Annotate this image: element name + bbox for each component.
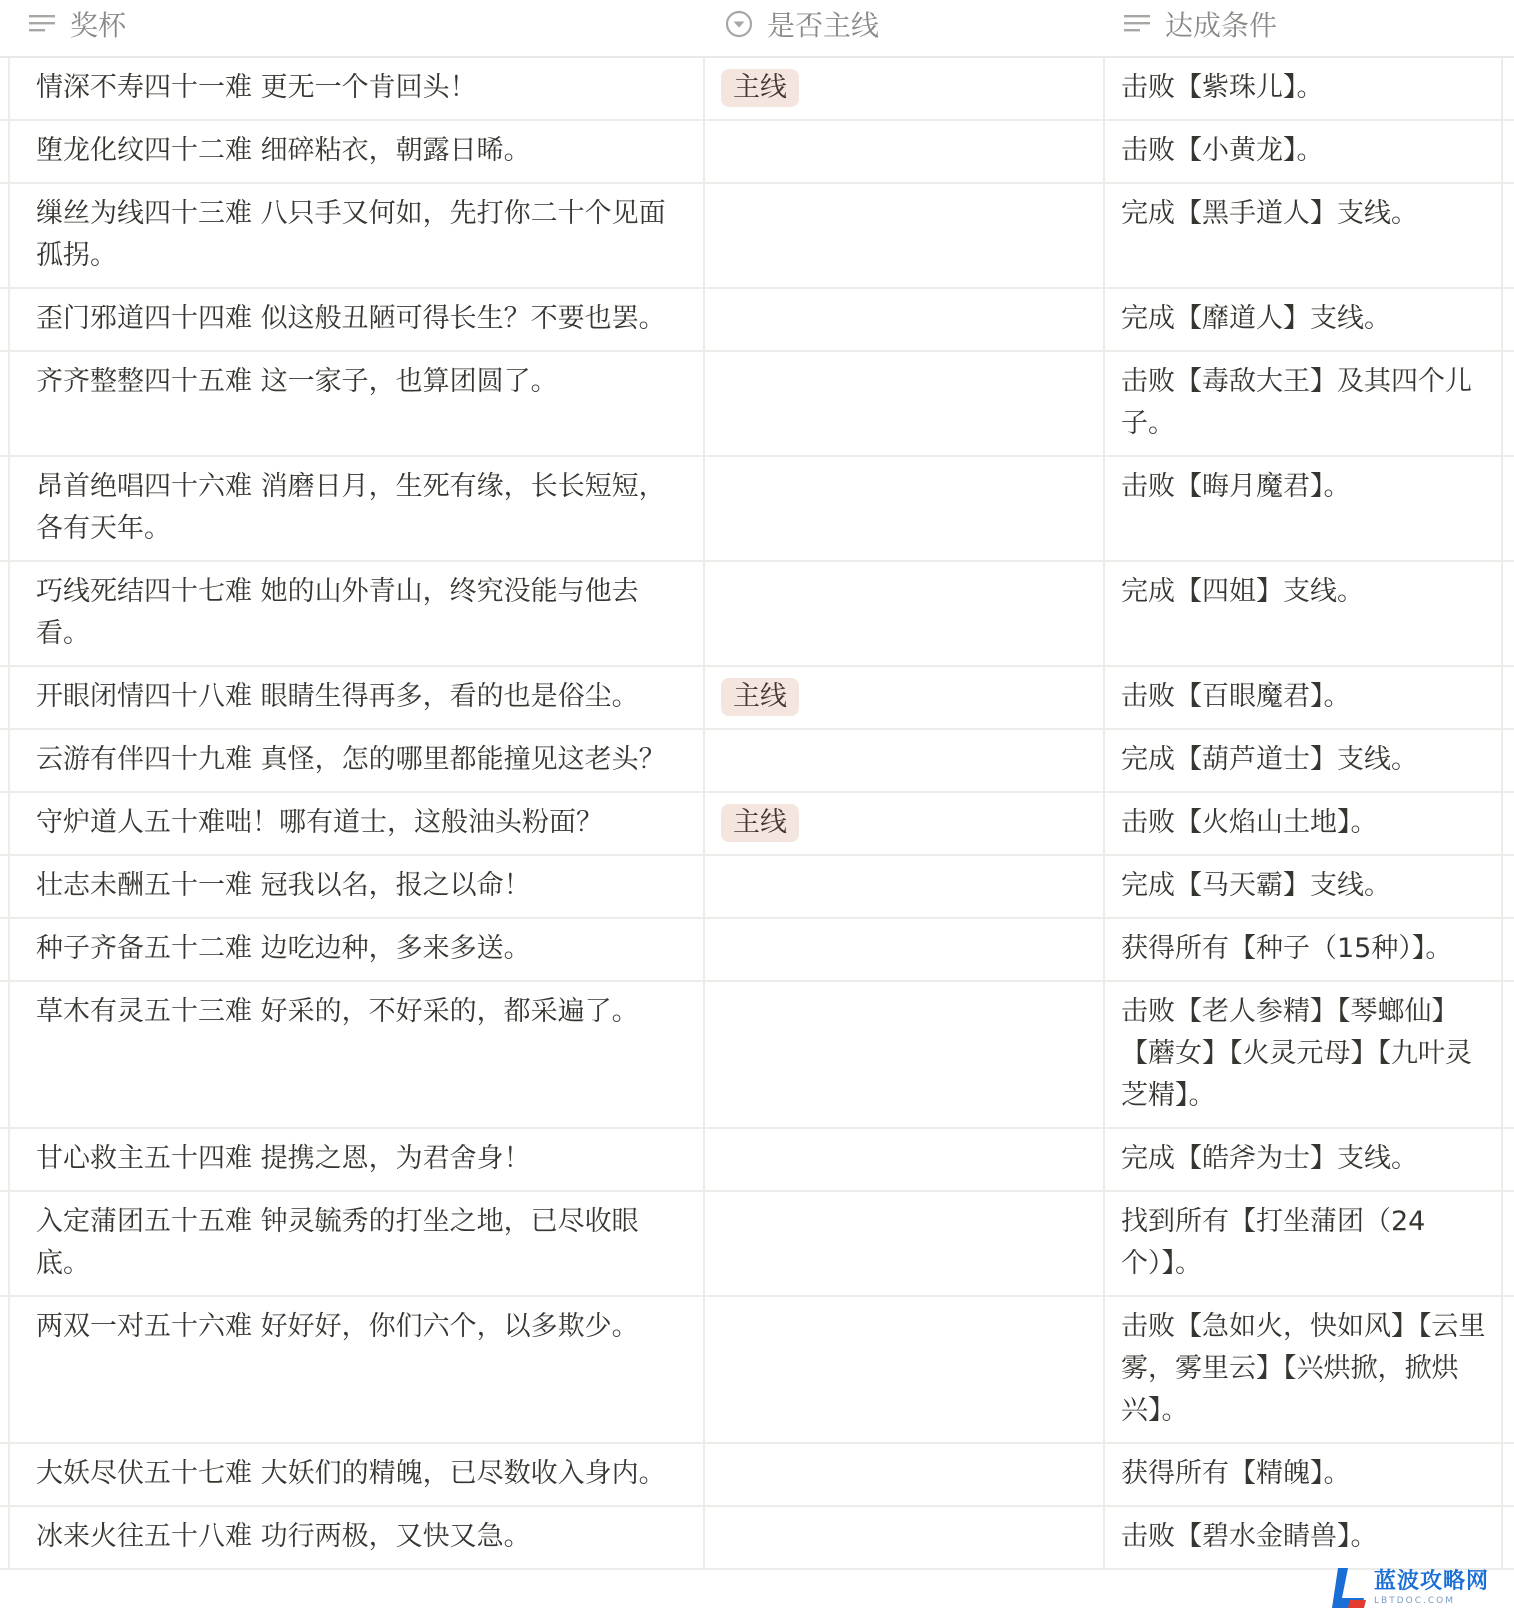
trophy-cell[interactable]: 入定蒲团五十五难 钟灵毓秀的打坐之地，已尽收眼底。: [8, 1192, 705, 1295]
table-row[interactable]: [0, 121, 1514, 184]
trophy-cell[interactable]: 昂首绝唱四十六难 消磨日月，生死有缘，长长短短，各有天年。: [8, 457, 705, 560]
main-line-cell[interactable]: [705, 184, 1105, 287]
condition-cell[interactable]: 完成【靡道人】支线。: [1105, 289, 1503, 350]
main-line-cell[interactable]: [705, 121, 1105, 182]
trophy-cell[interactable]: 歪门邪道四十四难 似这般丑陋可得长生？不要也罢。: [8, 289, 705, 350]
main-line-cell[interactable]: [705, 1507, 1105, 1568]
watermark-logo: [1330, 1560, 1514, 1616]
trophy-cell[interactable]: 大妖尽伏五十七难 大妖们的精魄，已尽数收入身内。: [8, 1444, 705, 1505]
table-body: [0, 58, 1514, 1570]
main-line-cell[interactable]: [705, 1444, 1105, 1505]
table-row[interactable]: [0, 1192, 1514, 1297]
trophy-cell[interactable]: 缫丝为线四十三难 八只手又何如，先打你二十个见面孤拐。: [8, 184, 705, 287]
table-row[interactable]: [0, 730, 1514, 793]
watermark-l-icon: [1330, 1566, 1368, 1610]
condition-cell[interactable]: 完成【黑手道人】支线。: [1105, 184, 1503, 287]
trophy-cell[interactable]: 巧线死结四十七难 她的山外青山，终究没能与他去看。: [8, 562, 705, 665]
chevron-circle-icon: [725, 10, 753, 38]
trophy-cell[interactable]: 冰来火往五十八难 功行两极，又快又急。: [8, 1507, 705, 1568]
trophy-cell[interactable]: 守炉道人五十难咄！哪有道士，这般油头粉面？: [8, 793, 705, 854]
table-row[interactable]: [0, 352, 1514, 457]
column-header-condition[interactable]: [1105, 0, 1505, 48]
main-line-cell[interactable]: [705, 982, 1105, 1127]
condition-cell[interactable]: 完成【葫芦道士】支线。: [1105, 730, 1503, 791]
main-line-cell[interactable]: [705, 289, 1105, 350]
lines-icon: [28, 12, 56, 36]
condition-cell[interactable]: 完成【四姐】支线。: [1105, 562, 1503, 665]
main-line-tag: 主线: [721, 678, 799, 716]
main-line-cell[interactable]: [705, 667, 1105, 728]
column-header-label: 奖杯: [70, 9, 127, 42]
trophy-cell[interactable]: 草木有灵五十三难 好采的，不好采的，都采遍了。: [8, 982, 705, 1127]
condition-cell[interactable]: 找到所有【打坐蒲团（24个）】。: [1105, 1192, 1503, 1295]
main-line-cell[interactable]: [705, 919, 1105, 980]
column-header-label: 是否主线: [767, 9, 880, 42]
condition-cell[interactable]: 击败【百眼魔君】。: [1105, 667, 1503, 728]
condition-cell[interactable]: 击败【碧水金睛兽】。: [1105, 1507, 1503, 1568]
lines-icon: [1123, 12, 1151, 36]
table-row[interactable]: [0, 1297, 1514, 1444]
table-row[interactable]: [0, 562, 1514, 667]
condition-cell[interactable]: 击败【老人参精】【琴螂仙】【蘑女】【火灵元母】【九叶灵芝精】。: [1105, 982, 1503, 1127]
table-row[interactable]: [0, 1444, 1514, 1507]
main-line-cell[interactable]: [705, 1192, 1105, 1295]
main-line-cell[interactable]: [705, 562, 1105, 665]
watermark-text: [1374, 1569, 1489, 1607]
table-header: [0, 0, 1514, 58]
condition-cell[interactable]: 完成【马天霸】支线。: [1105, 856, 1503, 917]
trophy-cell[interactable]: 堕龙化纹四十二难 细碎粘衣，朝露日晞。: [8, 121, 705, 182]
condition-cell[interactable]: 击败【紫珠儿】。: [1105, 58, 1503, 119]
table-row[interactable]: [0, 184, 1514, 289]
table-row[interactable]: [0, 1507, 1514, 1570]
trophy-cell[interactable]: 齐齐整整四十五难 这一家子，也算团圆了。: [8, 352, 705, 455]
main-line-cell[interactable]: [705, 730, 1105, 791]
condition-cell[interactable]: 击败【晦月魔君】。: [1105, 457, 1503, 560]
table-row[interactable]: [0, 982, 1514, 1129]
condition-cell[interactable]: 击败【火焰山土地】。: [1105, 793, 1503, 854]
condition-cell[interactable]: 获得所有【精魄】。: [1105, 1444, 1503, 1505]
main-line-cell[interactable]: [705, 1129, 1105, 1190]
column-header-label: 达成条件: [1165, 9, 1278, 42]
watermark-title: 蓝波攻略网: [1374, 1569, 1490, 1594]
main-line-cell[interactable]: [705, 1297, 1105, 1442]
main-line-cell[interactable]: [705, 856, 1105, 917]
table-row[interactable]: [0, 667, 1514, 730]
trophy-cell[interactable]: 情深不寿四十一难 更无一个肯回头！: [8, 58, 705, 119]
table-row[interactable]: [0, 856, 1514, 919]
condition-cell[interactable]: 击败【毒敌大王】及其四个儿子。: [1105, 352, 1503, 455]
table-row[interactable]: [0, 919, 1514, 982]
main-line-cell[interactable]: [705, 793, 1105, 854]
main-line-tag: 主线: [721, 69, 799, 107]
condition-cell[interactable]: 获得所有【种子（15种）】。: [1105, 919, 1503, 980]
table-row[interactable]: [0, 1129, 1514, 1192]
main-line-cell[interactable]: [705, 58, 1105, 119]
table-row[interactable]: [0, 457, 1514, 562]
table-row[interactable]: [0, 289, 1514, 352]
column-header-trophy[interactable]: [0, 0, 705, 48]
trophy-cell[interactable]: 两双一对五十六难 好好好，你们六个，以多欺少。: [8, 1297, 705, 1442]
column-header-main-line[interactable]: [705, 0, 1105, 48]
main-line-cell[interactable]: [705, 457, 1105, 560]
condition-cell[interactable]: 完成【皓斧为士】支线。: [1105, 1129, 1503, 1190]
watermark-subtitle: LBTDOC.COM: [1374, 1596, 1455, 1606]
main-line-cell[interactable]: [705, 352, 1105, 455]
trophy-cell[interactable]: 云游有伴四十九难 真怪，怎的哪里都能撞见这老头？: [8, 730, 705, 791]
table-row[interactable]: [0, 58, 1514, 121]
trophy-cell[interactable]: 种子齐备五十二难 边吃边种，多来多送。: [8, 919, 705, 980]
trophy-cell[interactable]: 开眼闭情四十八难 眼睛生得再多，看的也是俗尘。: [8, 667, 705, 728]
condition-cell[interactable]: 击败【小黄龙】。: [1105, 121, 1503, 182]
table-row[interactable]: [0, 793, 1514, 856]
trophy-cell[interactable]: 壮志未酬五十一难 冠我以名，报之以命！: [8, 856, 705, 917]
trophy-cell[interactable]: 甘心救主五十四难 提携之恩，为君舍身！: [8, 1129, 705, 1190]
main-line-tag: 主线: [721, 804, 799, 842]
condition-cell[interactable]: 击败【急如火，快如风】【云里雾，雾里云】【兴烘掀，掀烘兴】。: [1105, 1297, 1503, 1442]
